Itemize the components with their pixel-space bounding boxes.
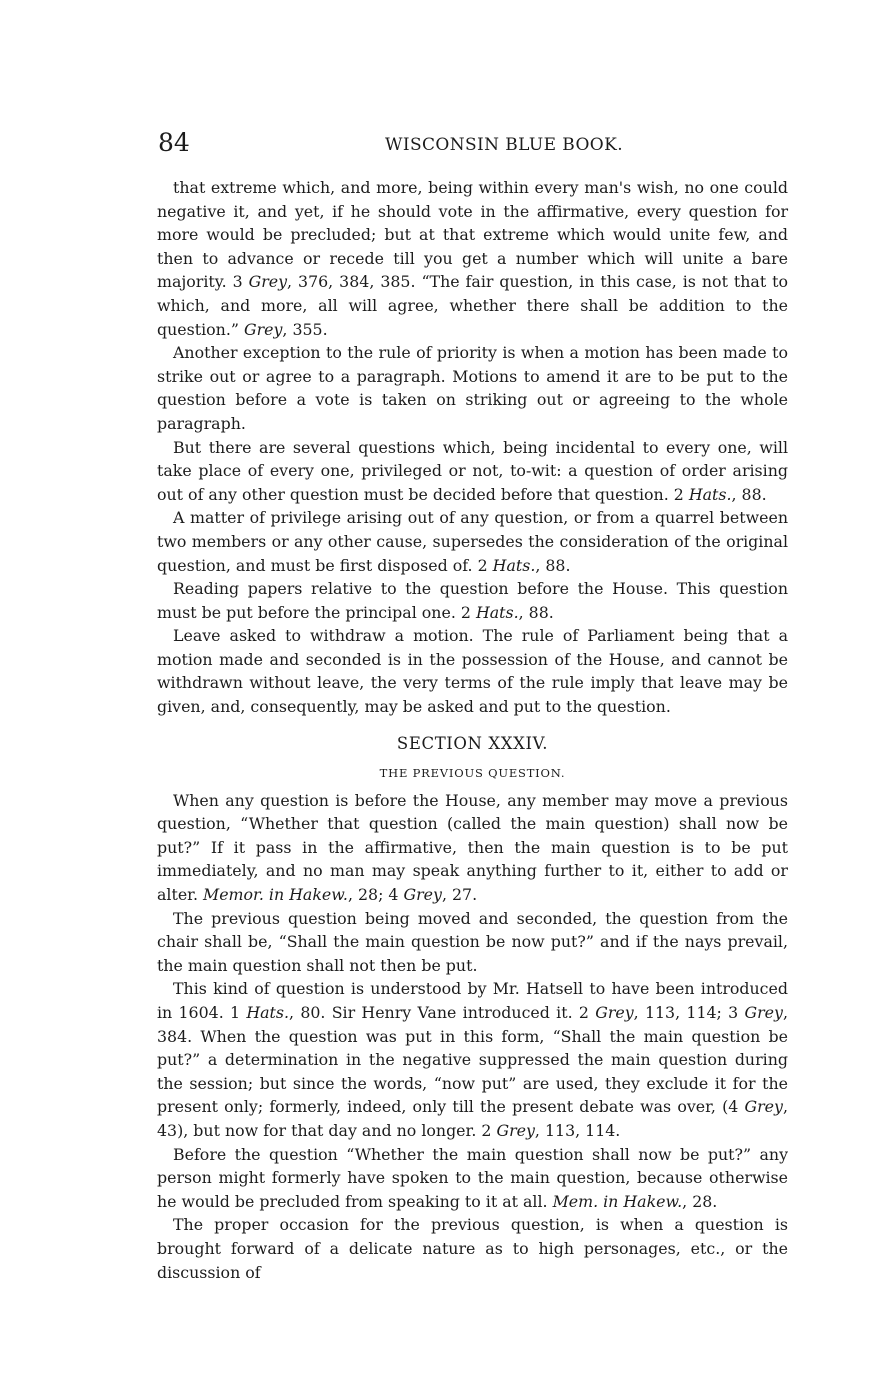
text-run: A matter of privilege arising out of any question, or from a quarrel between two members or any other cause, supersedes the consideration of the original question, and must be first disposed of. 2 bbox=[157, 508, 788, 575]
text-run: , 88. bbox=[518, 602, 554, 622]
paragraph bbox=[157, 907, 788, 978]
section-subtitle bbox=[157, 763, 788, 783]
paragraph bbox=[157, 789, 788, 907]
text-run: SECTION XXXIV. bbox=[396, 733, 549, 753]
paragraph bbox=[157, 977, 788, 1142]
paragraph bbox=[157, 624, 788, 718]
text-run: , 80. Sir Henry Vane introduced it. 2 bbox=[289, 1003, 596, 1022]
citation: Grey bbox=[744, 1003, 783, 1022]
text-run: But there are several questions which, being incidental to every one, will take place of every one, privileged or not, to-wit: a question of order arising out of any other question must be decided before that question. 2 bbox=[157, 437, 788, 504]
body-text bbox=[157, 176, 788, 1284]
running-title: WISCONSIN BLUE BOOK. bbox=[384, 135, 624, 155]
text-run: When any question is before the House, any member may move a previous question, “Whether that question (called the main question) shall now be put?” If it pass in the affirmative, then the main question is to be put immediately, and no man may speak anything further to it, either to add or alter. bbox=[157, 790, 788, 905]
text-run: Before the question “Whether the main question shall now be put?” any person might formerly have spoken to the main question, because otherwise he would be precluded from speaking to it at all. bbox=[157, 1144, 788, 1211]
text-run: The previous question being moved and seconded, the question from the chair shall be, “Shall the main question be now put?” and if the nays prevail, the main question shall not then be put. bbox=[157, 908, 788, 975]
paragraph bbox=[157, 1143, 788, 1214]
paragraph bbox=[157, 341, 788, 435]
text-run: , 355. bbox=[282, 319, 328, 339]
text-run: that extreme which, and more, being within every man's wish, no one could negative it, and yet, if he should vote in the affirmative, every question for more would be precluded; but at that extreme which would unite few, and then to advance or recede till you get a number which will unite a bare majority. 3 bbox=[157, 178, 788, 292]
citation: Grey bbox=[744, 1097, 783, 1117]
text-run: Leave asked to withdraw a motion. The rule of Parliament being that a motion made and seconded is in the possession of the House, and cannot be withdrawn without leave, the very terms of the rule imply that leave may be given, and, consequently, may be asked and put to the question. bbox=[157, 626, 788, 717]
text-run: , 28; 4 bbox=[347, 885, 404, 905]
text-run: This kind of question is understood by Mr. Hatsell to have been introduced in 1604. 1 bbox=[157, 979, 788, 1022]
paragraph bbox=[157, 1213, 788, 1284]
paragraph bbox=[157, 436, 788, 507]
text-run: , 113, 114. bbox=[534, 1120, 621, 1140]
text-run: , 88. bbox=[731, 484, 767, 504]
citation: Grey bbox=[496, 1120, 535, 1140]
text-run: The proper occasion for the previous question, is when a question is brought forward of a delicate nature as to high personages, etc., or the discussion of bbox=[157, 1215, 788, 1282]
paragraph bbox=[157, 577, 788, 624]
citation: Memor. in Hakew. bbox=[203, 885, 348, 905]
citation: Grey bbox=[403, 885, 442, 905]
text-run: , 376, 384, 385. “The fair question, in this case, is not that to which, and more, all will agree, whether there shall be addition to the question.” bbox=[157, 272, 788, 339]
citation: Hats. bbox=[688, 484, 732, 504]
text-run: THE PREVIOUS QUESTION. bbox=[379, 765, 566, 780]
text-run: , 384. When the question was put in this form, “Shall the main question be put?” a determination in the negative suppressed the main question during the session; but since the words, “now put” are used, they exclude it for the present only; formerly, indeed, only till the present debate was over, (4 bbox=[157, 1003, 788, 1117]
citation: Hats. bbox=[475, 602, 519, 622]
text-run: , 113, 114; 3 bbox=[633, 1003, 745, 1022]
text-run: , 28. bbox=[682, 1191, 718, 1211]
text-run: , 88. bbox=[535, 555, 571, 575]
section-title bbox=[157, 731, 788, 757]
citation: Grey bbox=[595, 1003, 634, 1022]
paragraph bbox=[157, 176, 788, 341]
text-run: Another exception to the rule of priority is when a motion has been made to strike out or agree to a paragraph. Motions to amend it are to be put to the question before a vote is taken on striking out or agreeing to the whole paragraph. bbox=[157, 343, 788, 433]
text-run: Reading papers relative to the question before the House. This question must be put before the principal one. 2 bbox=[157, 579, 788, 622]
page-number: 84 bbox=[158, 128, 190, 157]
paragraph bbox=[157, 506, 788, 577]
text-run: , 43), but now for that day and no longer. 2 bbox=[157, 1097, 788, 1140]
citation: Grey bbox=[243, 319, 283, 339]
citation: Grey bbox=[248, 272, 288, 292]
citation: Hats. bbox=[492, 555, 536, 575]
text-run: , 27. bbox=[441, 885, 478, 905]
citation: Hats. bbox=[246, 1003, 290, 1022]
page-header bbox=[158, 128, 786, 164]
citation: Mem. in Hakew. bbox=[552, 1191, 683, 1211]
